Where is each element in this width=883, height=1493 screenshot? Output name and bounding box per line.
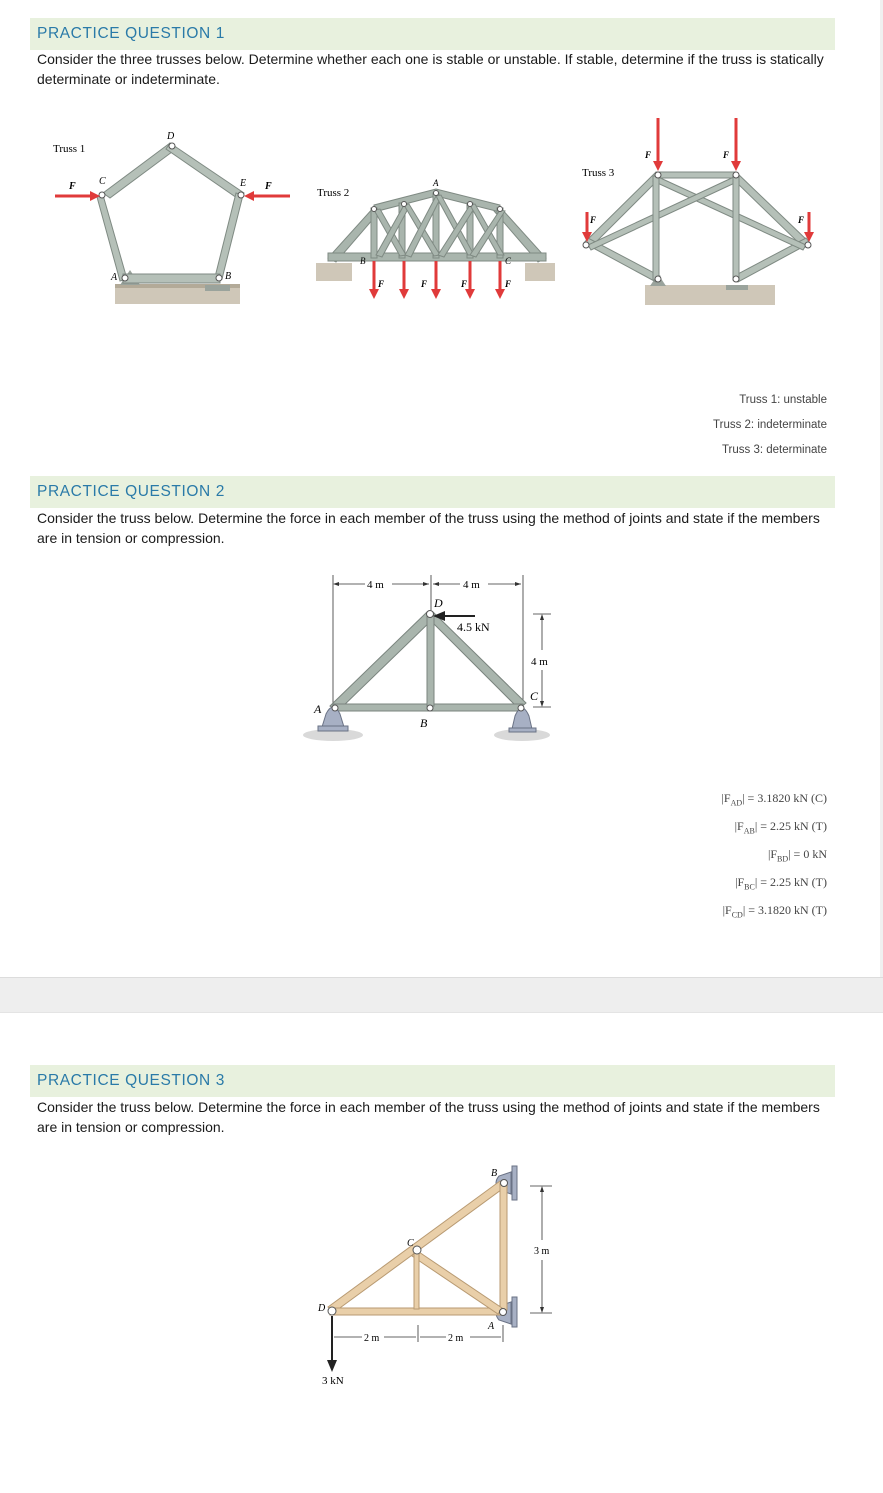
svg-text:F: F (421, 279, 428, 289)
svg-text:F: F (378, 279, 385, 289)
svg-text:B: B (491, 1168, 498, 1179)
truss-3 (582, 118, 814, 305)
svg-text:2 m: 2 m (364, 1333, 380, 1344)
q2-answers (722, 787, 827, 926)
svg-text:D: D (318, 1303, 326, 1314)
svg-text:D: D (434, 596, 443, 610)
svg-text:A: A (433, 178, 439, 188)
svg-text:2 m: 2 m (448, 1333, 464, 1344)
answer-fad: $|F_{AD}| = 3.1820$ kN (C) (721, 791, 827, 808)
svg-text:B: B (420, 716, 428, 730)
q1-title: PRACTICE QUESTION 1 (30, 18, 835, 50)
q2-figure (0, 565, 883, 750)
svg-text:D: D (167, 131, 175, 142)
truss-1 (53, 131, 290, 304)
svg-text:F: F (590, 215, 597, 225)
svg-text:B: B (225, 271, 232, 282)
svg-text:3 kN: 3 kN (322, 1375, 344, 1387)
q3-title: PRACTICE QUESTION 3 (30, 1065, 835, 1097)
svg-text:C: C (505, 256, 512, 266)
svg-text:4 m: 4 m (463, 579, 480, 591)
svg-text:A: A (111, 272, 118, 283)
answer-fbc: $|F_{BC}| = 2.25$ kN (T) (735, 874, 827, 892)
svg-text:F: F (265, 181, 272, 192)
svg-text:C: C (530, 689, 539, 703)
svg-text:C: C (407, 1238, 414, 1249)
q1-text: Consider the three trusses below. Determine whether each one is stable or unstable. If stable, determine if the truss is statically determinate or indeterminate. (37, 51, 824, 87)
q2-text: Consider the truss below. Determine the force in each member of the truss using the method of joints and state if the members are in tension or compression. (37, 510, 820, 546)
svg-text:F: F (723, 150, 730, 160)
svg-text:E: E (240, 178, 247, 189)
q1-figure (0, 110, 883, 310)
svg-text:B: B (360, 256, 366, 266)
svg-text:A: A (314, 702, 322, 716)
answer-truss-1: Truss 1: unstable (739, 394, 827, 406)
truss1-label: Truss 1 (53, 143, 86, 155)
svg-text:4 m: 4 m (367, 579, 384, 591)
q3-text: Consider the truss below. Determine the force in each member of the truss using the method of joints and state if the members are in tension or compression. (37, 1099, 820, 1135)
q1-answers (713, 388, 827, 463)
svg-text:4.5 kN: 4.5 kN (457, 620, 490, 634)
page-break (0, 977, 883, 1013)
answer-fcd: $|F_{CD}| = 3.1820$ kN (T) (722, 902, 827, 919)
svg-text:F: F (461, 279, 468, 289)
svg-text:F: F (798, 215, 805, 225)
answer-truss-2: Truss 2: indeterminate (713, 419, 827, 431)
svg-text:3 m: 3 m (534, 1246, 550, 1257)
truss3-label: Truss 3 (582, 167, 615, 179)
answer-fbd: $|F_{BD}| = 0$ kN (767, 846, 827, 864)
svg-text:F: F (645, 150, 652, 160)
answer-truss-3: Truss 3: determinate (721, 444, 827, 456)
svg-text:A: A (488, 1321, 495, 1332)
truss2-label: Truss 2 (317, 187, 350, 199)
answer-fab: $|F_{AB}| = 2.25$ kN (T) (734, 818, 827, 836)
svg-text:F: F (69, 181, 76, 192)
svg-text:F: F (505, 279, 512, 289)
q2-title: PRACTICE QUESTION 2 (30, 476, 835, 508)
svg-text:4 m: 4 m (531, 656, 548, 668)
svg-text:C: C (99, 176, 106, 187)
q3-figure (0, 1160, 883, 1390)
truss-2 (316, 178, 555, 299)
